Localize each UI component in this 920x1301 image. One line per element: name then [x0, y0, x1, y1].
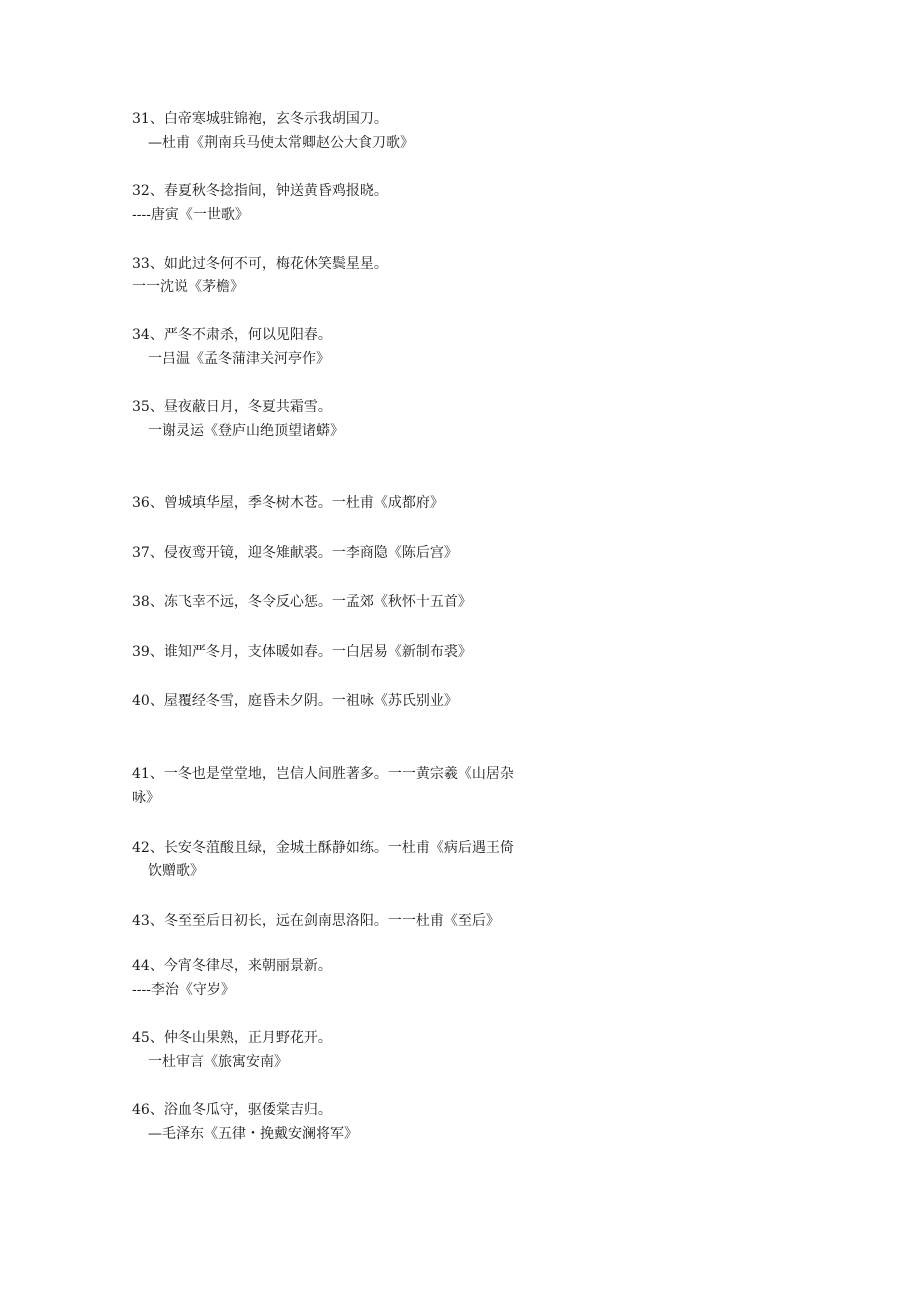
entry-45-attribution: 一杜审言《旅寓安南》: [148, 1054, 288, 1070]
entry-32-verse: 32、春夏秋冬捻指间，钟送黄昏鸡报晓。: [132, 183, 388, 199]
entry-45-verse: 45、仲冬山果熟，正月野花开。: [132, 1030, 332, 1046]
entry-44-attribution: ----李治《守岁》: [132, 982, 235, 998]
entry-35-verse: 35、昼夜蔽日月，冬夏共霜雪。: [132, 399, 332, 415]
entry-34-attribution: 一吕温《孟冬蒲津关河亭作》: [148, 351, 330, 367]
entry-33-verse: 33、如此过冬何不可，梅花休笑鬓星星。: [132, 256, 388, 272]
entry-38-verse: 38、冻飞幸不远，冬令反心惩。一孟郊《秋怀十五首》: [132, 594, 472, 610]
entry-36-verse: 36、曾城填华屋，季冬树木苍。一杜甫《成都府》: [132, 495, 444, 511]
entry-37-verse: 37、侵夜鸾开镜，迎冬雉献裘。一李商隐《陈后宫》: [132, 545, 458, 561]
entry-31-verse: 31、白帝寒城驻锦袍，玄冬示我胡国刀。: [132, 111, 388, 127]
entry-41-attribution: 咏》: [132, 790, 160, 806]
entry-31-attribution: —杜甫《荆南兵马使太常卿赵公大食刀歌》: [148, 135, 414, 151]
entry-42-verse: 42、长安冬菹酸且绿，金城土酥静如练。一杜甫《病后遇王倚: [132, 840, 514, 856]
entry-44-verse: 44、今宵冬律尽，来朝丽景新。: [132, 958, 332, 974]
entry-46-attribution: —毛泽东《五律・挽戴安澜将军》: [148, 1126, 358, 1142]
entry-40-verse: 40、屋覆经冬雪，庭昏未夕阴。一祖咏《苏氏别业》: [132, 693, 458, 709]
entry-46-verse: 46、浴血冬瓜守，驱倭棠吉归。: [132, 1102, 332, 1118]
entry-42-attribution: 饮赠歌》: [148, 863, 204, 879]
entry-41-verse: 41、一冬也是堂堂地，岂信人间胜著多。一一黄宗羲《山居杂: [132, 766, 514, 782]
entry-39-verse: 39、谁知严冬月，支体暖如春。一白居易《新制布裘》: [132, 644, 472, 660]
entry-34-verse: 34、严冬不肃杀，何以见阳春。: [132, 327, 332, 343]
entry-35-attribution: 一谢灵运《登庐山绝顶望诸蟒》: [148, 423, 344, 439]
entry-32-attribution: ----唐寅《一世歌》: [132, 207, 249, 223]
entry-33-attribution: 一一沈说《茅檐》: [132, 279, 244, 295]
entry-43-verse: 43、冬至至后日初长，远在剑南思洛阳。一一杜甫《至后》: [132, 913, 500, 929]
